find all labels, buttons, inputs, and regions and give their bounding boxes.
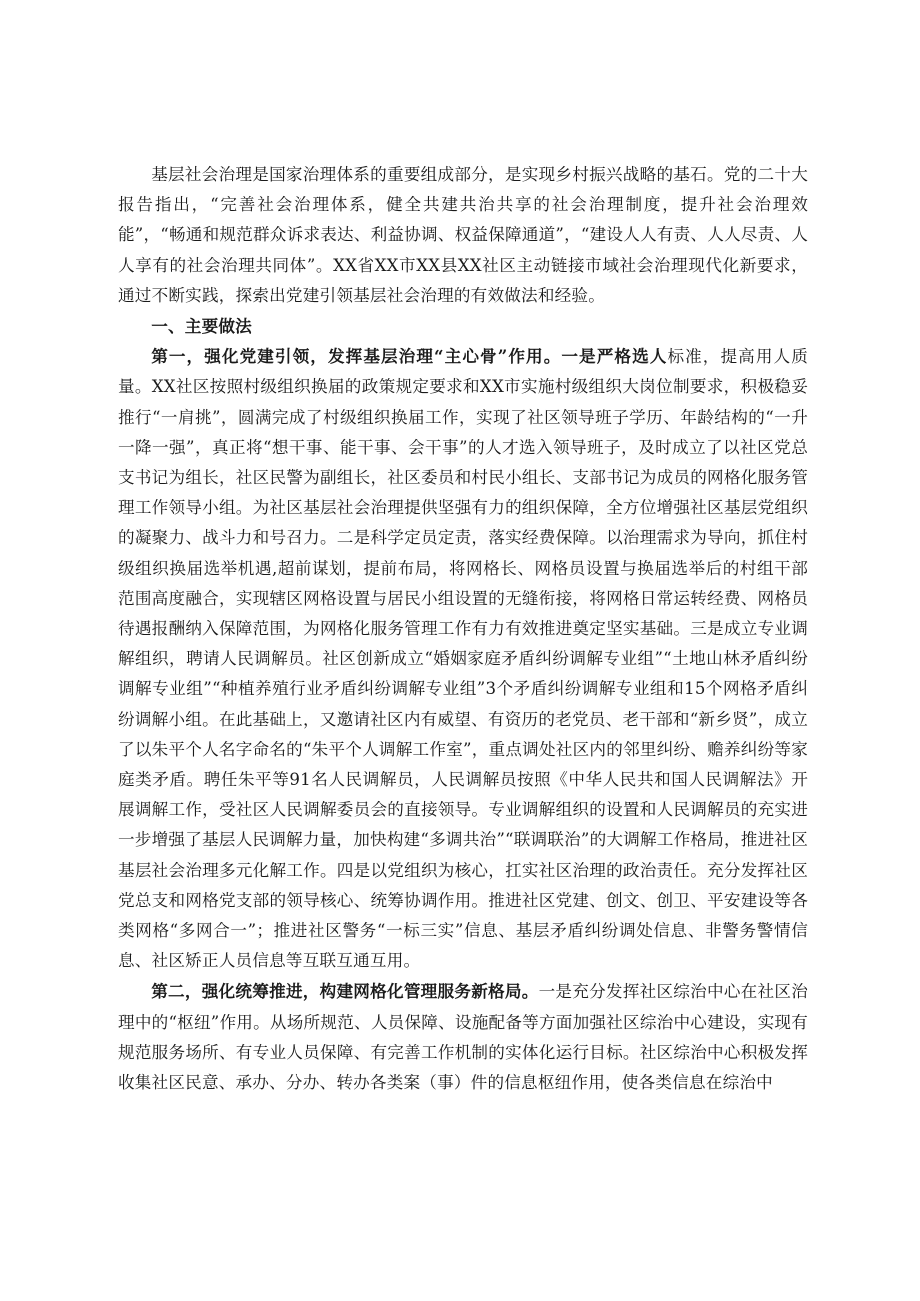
paragraph-second (118, 976, 808, 1098)
paragraph-second-body: 一是充分发挥社区综治中心在社区治理中的“枢纽”作用。从场所规范、人员保障、设施配备等方面加强社区综治中心建设，实现有规范服务场所、有专业人员保障、有完善工作机制的实体化运行目标。社区综治中心积极发挥收集社区民意、承办、分办、转办各类案（事）件的信息枢纽作用，使各类信息在综治中 (118, 982, 808, 1093)
paragraph-first-lead: 第一，强化党建引领，发挥基层治理“主心骨”作用。一是严格选人 (151, 346, 668, 367)
paragraph-first-body: 标准，提高用人质量。XX社区按照村级组织换届的政策规定要求和XX市实施村级组织大岗位制要求，积极稳妥推行“一肩挑”，圆满完成了村级组织换届工作，实现了社区领导班子学历、年龄结构的“一升一降一强”，真正将“想干事、能干事、会干事”的人才选入领导班子，及时成立了以社区党总支书记为组长，社区民警为副组长，社区委员和村民小组长、支部书记为成员的网格化服务管理工作领导小组。为社区基层社会治理提供坚强有力的组织保障，全方位增强社区基层党组织的凝聚力、战斗力和号召力。二是科学定员定责，落实经费保障。以治理需求为导向，抓住村级组织换届选举机遇,超前谋划，提前布局，将网格长、网格员设置与换届选举后的村组干部范围高度融合，实现辖区网格设置与居民小组设置的无缝衔接，将网格日常运转经费、网格员待遇报酬纳入保障范围，为网格化服务管理工作有力有效推进奠定坚实基础。三是成立专业调解组织，聘请人民调解员。社区创新成立“婚姻家庭矛盾纠纷调解专业组”“土地山林矛盾纠纷调解专业组”“种植养殖行业矛盾纠纷调解专业组”3个矛盾纠纷调解专业组和15个网格矛盾纠纷调解小组。在此基础上，又邀请社区内有威望、有资历的老党员、老干部和“新乡贤”，成立了以朱平个人名字命名的“朱平个人调解工作室”，重点调处社区内的邻里纠纷、赡养纠纷等家庭类矛盾。聘任朱平等91名人民调解员，人民调解员按照《中华人民共和国人民调解法》开展调解工作，受社区人民调解委员会的直接领导。专业调解组织的设置和人民调解员的充实进一步增强了基层人民调解力量，加快构建“多调共治”“联调联治”的大调解工作格局，推进社区基层社会治理多元化解工作。四是以党组织为核心，扛实社区治理的政治责任。充分发挥社区党总支和网格党支部的领导核心、统筹协调作用。推进社区党建、创文、创卫、平安建设等各类网格“多网合一”；推进社区警务“一标三实”信息、基层矛盾纠纷调处信息、非警务警情信息、社区矫正人员信息等互联互通互用。 (118, 347, 808, 971)
intro-paragraph: 基层社会治理是国家治理体系的重要组成部分，是实现乡村振兴战略的基石。党的二十大报告指出，“完善社会治理体系，健全共建共治共享的社会治理制度，提升社会治理效能”，“畅通和规范群众诉求表达、利益协调、权益保障通道”，“建设人人有责、人人尽责、人人享有的社会治理共同体”。XX省XX市XX县XX社区主动链接市域社会治理现代化新要求，通过不断实践，探索出党建引领基层社会治理的有效做法和经验。 (118, 165, 808, 305)
paragraph-second-lead: 第二，强化统筹推进，构建网格化管理服务新格局。 (151, 981, 539, 1002)
paragraph-first (118, 341, 808, 976)
section-heading: 一、主要做法 (151, 316, 252, 337)
document-body (118, 160, 808, 1098)
